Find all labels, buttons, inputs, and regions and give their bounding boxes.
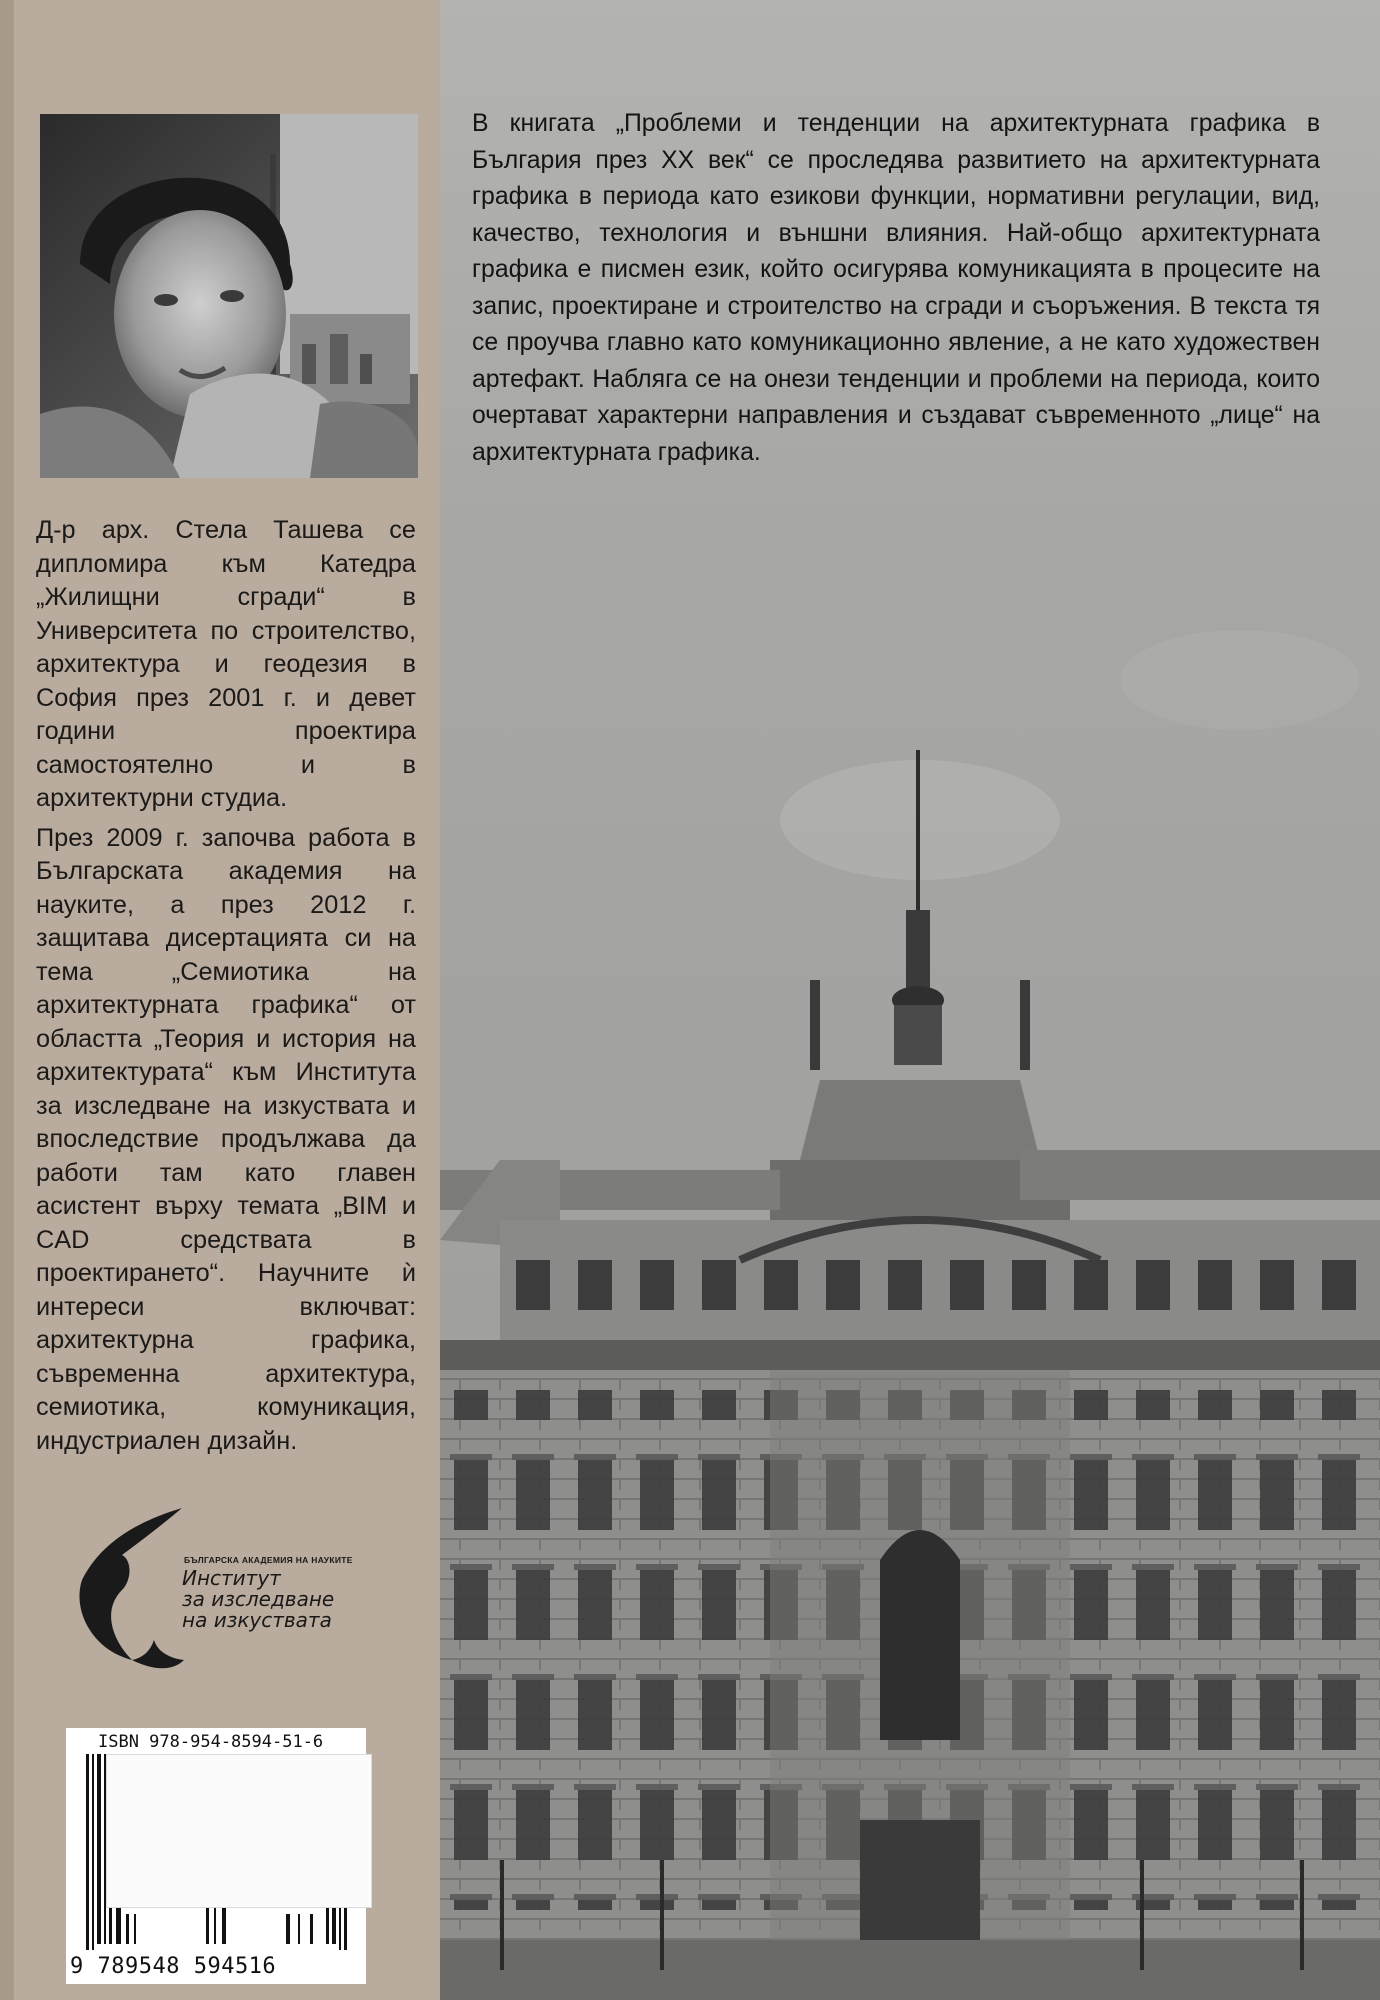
swirl-logo-icon: [72, 1500, 192, 1680]
barcode-number: 9 789548 594516: [70, 1954, 277, 1979]
institute-name: [182, 1568, 372, 1631]
spine-edge: [0, 0, 14, 2000]
price-sticker: [106, 1754, 372, 1908]
bio-paragraph-2: През 2009 г. започва работа в Българската академия на науките, а през 2012 г. защитава дисертацията си на тема „Семиотика на архитектурната графика“ от областта „Теория и история на архитектурата“ към Института за изследване на изкуствата и впоследствие продължава да работи там като главен асистент върху темата „BIM и CAD средствата в проектирането“. Научните ѝ интереси включват: архитектурна графика, съвременна архитектура, семиотика, комуникация, индустриален дизайн.: [36, 823, 416, 1455]
historic-building-drawing: [440, 560, 1380, 2000]
author-photo: [40, 114, 418, 478]
bio-paragraph-1: Д-р арх. Стела Ташева се дипломира към Катедра „Жилищни сгради“ в Университета по строителство, архитектура и геодезия в София през 2001 г. и девет години проектира самостоятелно и в архитектурни студиа.: [36, 516, 416, 812]
institute-line-3: на изкуствата: [182, 1608, 332, 1632]
book-description: В книгата „Проблеми и тенденции на архитектурната графика в България през XX век“ се проследява развитието на архитектурната графика в периода като езикови функции, нормативни регулации, вид, качество, технология и външни влияния. Най-общо архитектурната графика е писмен език, който осигурява комуникацията в процесите на запис, проектиране и строителство на сгради и съоръжения. В текста тя се проучва главно като комуникационно явление, а не като художествен артефакт. Набляга се на онези тенденции и проблеми на периода, които очертават характерни направления и създават съвременното „лице“ на архитектурната графика.: [472, 110, 1320, 466]
academy-name: БЪЛГАРСКА АКАДЕМИЯ НА НАУКИТЕ: [184, 1555, 353, 1565]
author-biography: [36, 514, 416, 1464]
institute-line-2: за изследване: [182, 1587, 335, 1611]
institute-line-1: Институт: [182, 1566, 281, 1590]
isbn-label: ISBN 978-954-8594-51-6: [98, 1732, 324, 1752]
publisher-logo: [72, 1500, 362, 1680]
